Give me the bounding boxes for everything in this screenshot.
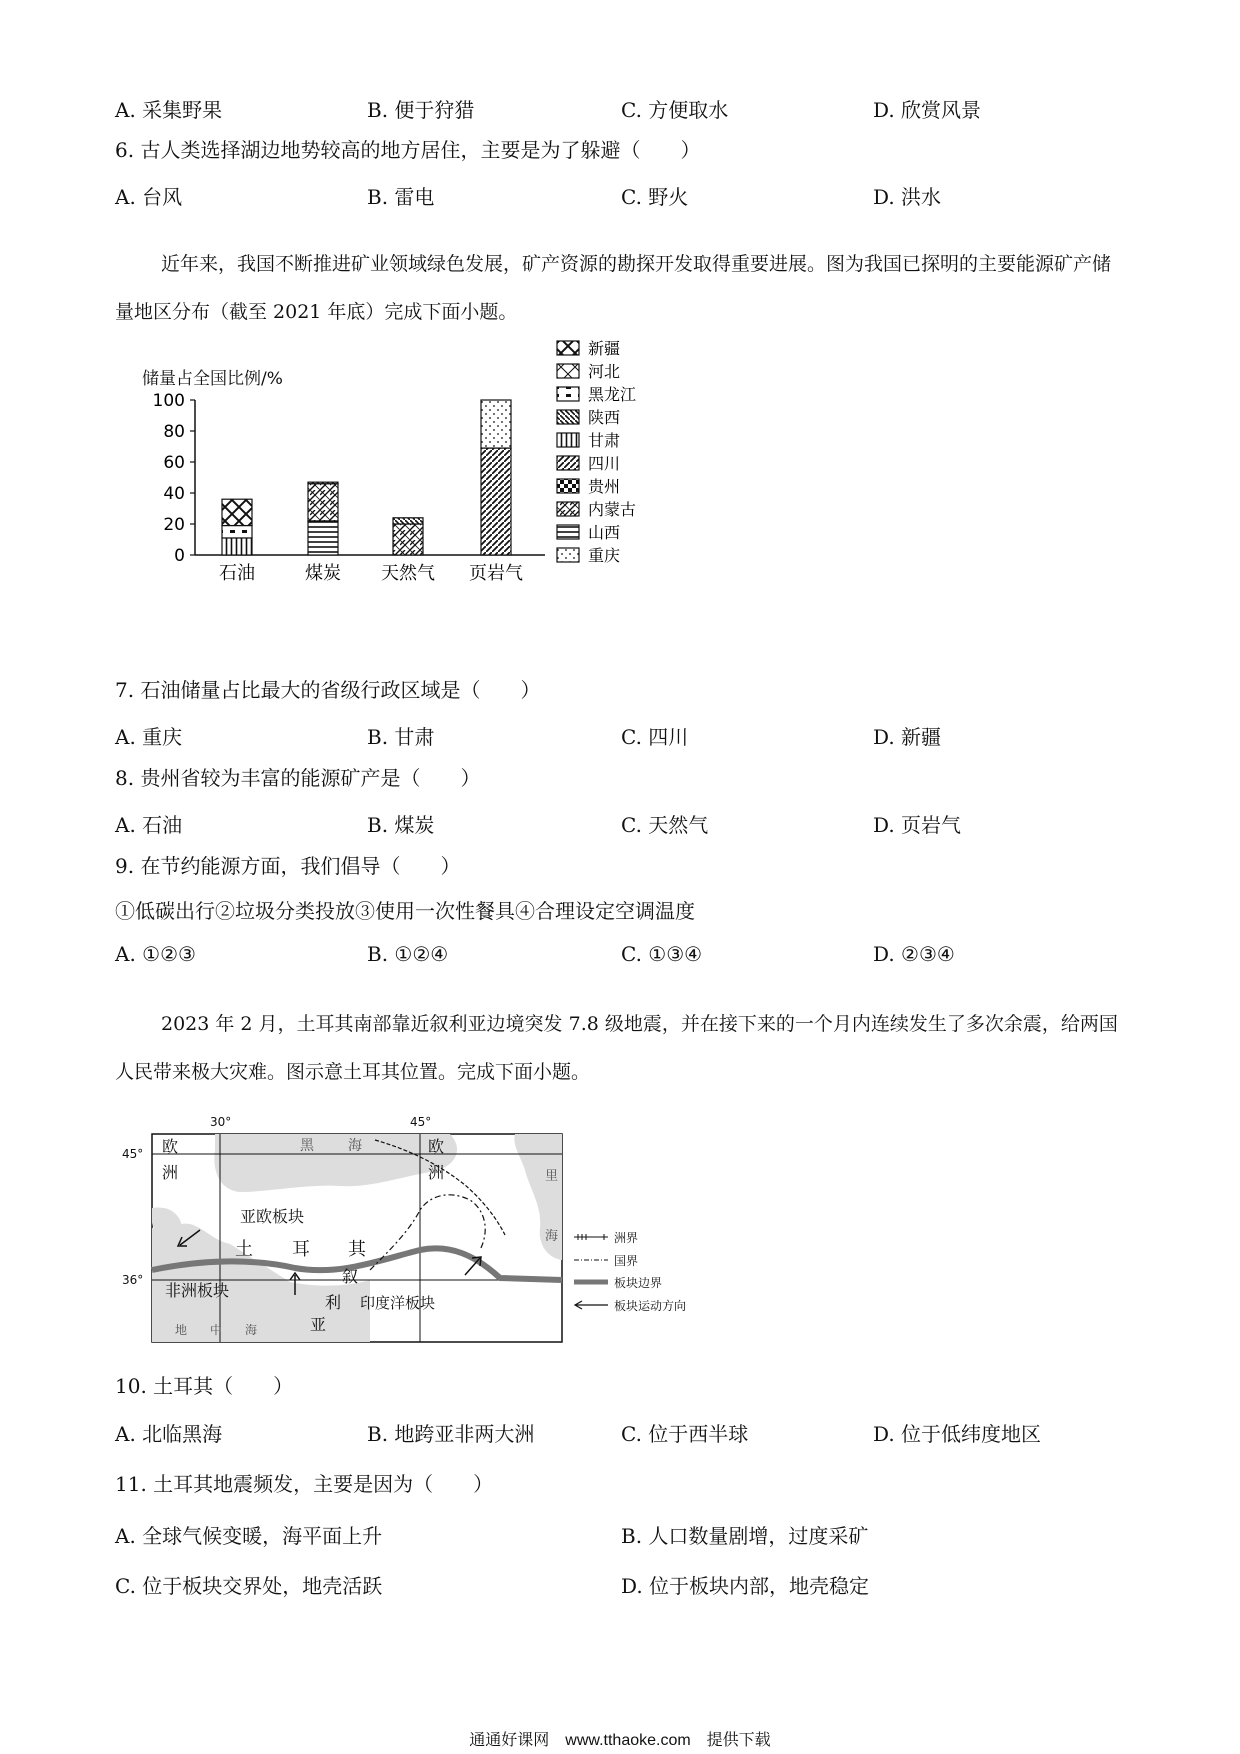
q11-option-c[interactable]: C. 位于板块交界处，地壳活跃 [115,1574,383,1598]
label-turkey-3: 其 [348,1239,366,1260]
q10-stem: 10. 土耳其（ ） [115,1374,294,1398]
bar-segment [222,538,252,555]
legend-label: 贵州 [588,477,621,496]
bar-segment [481,448,511,555]
legend-label: 甘肃 [588,431,621,450]
legend-label: 河北 [588,362,621,381]
q7-option-c[interactable]: C. 四川 [621,725,689,749]
legend-swatch [557,456,579,470]
bar-segment [393,518,423,524]
legend-label: 山西 [588,523,621,542]
q6-option-c[interactable]: C. 野火 [621,185,689,209]
label-med-1: 地 [175,1323,188,1337]
label-caspian-1: 里 [545,1169,559,1184]
y-tick-label: 40 [163,484,185,504]
legend-swatch [557,548,579,562]
map-legend-label: 洲界 [614,1231,639,1245]
q5-option-b[interactable]: B. 便于狩猎 [367,98,475,122]
turkey-location-map [120,1110,720,1360]
label-turkey-2: 耳 [292,1239,310,1260]
legend-swatch [557,364,579,378]
q8-option-c[interactable]: C. 天然气 [621,813,709,837]
legend-label: 重庆 [588,546,621,565]
q11-option-a[interactable]: A. 全球气候变暖，海平面上升 [115,1524,383,1548]
q11-stem: 11. 土耳其地震频发，主要是因为（ ） [115,1472,494,1496]
q9-stem: 9. 在节约能源方面，我们倡导（ ） [115,854,461,878]
map-legend [574,1231,686,1313]
q5-option-a[interactable]: A. 采集野果 [115,98,223,122]
map-legend-label: 板块运动方向 [614,1299,687,1313]
y-tick-label: 60 [163,453,185,473]
q6-option-d[interactable]: D. 洪水 [873,185,942,209]
q5-option-d[interactable]: D. 欣赏风景 [873,98,982,122]
label-med-2: 中 [210,1323,223,1337]
legend-swatch [557,410,579,424]
lon-label-30: 30° [210,1115,232,1129]
q10-options [115,1418,1135,1448]
label-syria-1: 叙 [342,1267,359,1286]
y-tick-label: 100 [152,391,185,411]
map-legend-label: 板块边界 [614,1276,663,1290]
q10-option-a[interactable]: A. 北临黑海 [115,1422,223,1446]
label-african-plate: 非洲板块 [165,1281,230,1300]
legend-swatch [557,525,579,539]
legend-label: 四川 [588,454,621,473]
label-eurasian-plate: 亚欧板块 [240,1207,305,1226]
q8-stem: 8. 贵州省较为丰富的能源矿产是（ ） [115,766,481,790]
lon-label-45: 45° [410,1115,432,1129]
label-black-sea-2: 海 [348,1138,362,1154]
y-tick-label: 80 [163,422,185,442]
bar-segment [308,484,338,521]
energy-reserves-chart [120,339,740,660]
label-europe-2a: 欧 [428,1137,445,1156]
q11-options-row2 [115,1570,1135,1600]
q10-option-c[interactable]: C. 位于西半球 [621,1422,749,1446]
label-caspian-2: 海 [545,1229,559,1244]
label-syria-2: 利 [325,1293,342,1312]
q6-option-a[interactable]: A. 台风 [115,185,183,209]
label-med-3: 海 [245,1323,258,1337]
q8-options [115,809,1135,839]
bar-segment [222,499,252,525]
q11-options-row1 [115,1520,1135,1550]
q9-option-b[interactable]: B. ①②④ [367,942,449,966]
q8-option-a[interactable]: A. 石油 [115,813,183,837]
legend-label: 黑龙江 [588,385,637,404]
map-legend-label: 国界 [614,1254,639,1268]
bar-segment [308,521,338,555]
label-black-sea-1: 黑 [300,1138,314,1154]
legend-swatch [557,387,579,401]
bar-segment [481,400,511,448]
q6-options [115,181,1135,211]
label-europe-2b: 洲 [428,1163,445,1182]
q8-option-b[interactable]: B. 煤炭 [367,813,435,837]
legend-label: 内蒙古 [588,500,637,519]
q9-list: ①低碳出行②垃圾分类投放③使用一次性餐具④合理设定空调温度 [115,899,695,923]
q6-stem: 6. 古人类选择湖边地势较高的地方居住，主要是为了躲避（ ） [115,138,701,162]
label-indian-plate: 印度洋板块 [360,1294,436,1312]
q10-option-d[interactable]: D. 位于低纬度地区 [873,1422,1042,1446]
q7-option-d[interactable]: D. 新疆 [873,725,942,749]
x-tick-label: 页岩气 [469,563,523,584]
label-turkey-1: 土 [235,1239,253,1260]
q11-option-d[interactable]: D. 位于板块内部，地壳稳定 [621,1574,870,1598]
passage-energy: 近年来，我国不断推进矿业领域绿色发展，矿产资源的勘探开发取得重要进展。图为我国已探明的主要能源矿产储量地区分布（截至 2021 年底）完成下面小题。 [115,253,1112,323]
y-tick-label: 0 [174,546,185,566]
label-europe-1b: 洲 [162,1163,179,1182]
lat-label-36: 36° [122,1273,144,1287]
q6-option-b[interactable]: B. 雷电 [367,185,435,209]
q5-option-c[interactable]: C. 方便取水 [621,98,729,122]
q5-options [115,94,1135,124]
q8-option-d[interactable]: D. 页岩气 [873,813,962,837]
lat-label-45: 45° [122,1147,144,1161]
q7-stem: 7. 石油储量占比最大的省级行政区域是（ ） [115,678,541,702]
legend-swatch [557,341,579,355]
q9-option-c[interactable]: C. ①③④ [621,942,703,966]
bar-segment [393,524,423,555]
q11-option-b[interactable]: B. 人口数量剧增，过度采矿 [621,1524,869,1548]
q10-option-b[interactable]: B. 地跨亚非两大洲 [367,1422,535,1446]
page-footer: 通通好课网 www.tthaoke.com 提供下载 [469,1732,771,1749]
legend-swatch [557,433,579,447]
y-tick-label: 20 [163,515,185,535]
legend-label: 陕西 [588,408,621,427]
x-tick-label: 天然气 [381,563,435,584]
bar-segment [222,526,252,538]
q9-option-a[interactable]: A. ①②③ [115,942,196,966]
x-tick-label: 石油 [219,563,255,584]
label-syria-3: 亚 [310,1315,327,1334]
bar-segment [308,482,338,484]
q9-options [115,942,1135,972]
q7-option-a[interactable]: A. 重庆 [115,725,183,749]
label-europe-1a: 欧 [162,1137,179,1156]
legend-label: 新疆 [588,339,621,358]
q7-option-b[interactable]: B. 甘肃 [367,725,435,749]
q9-option-d[interactable]: D. ②③④ [873,942,955,966]
legend-swatch [557,479,579,493]
legend-swatch [557,502,579,516]
y-axis-label: 储量占全国比例/% [142,369,283,389]
q7-options [115,721,1135,751]
x-tick-label: 煤炭 [305,563,341,584]
passage-turkey: 2023 年 2 月，土耳其南部靠近叙利亚边境突发 7.8 级地震，并在接下来的一个月内连续发生了多次余震，给两国人民带来极大灾难。图示意土耳其位置。完成下面小题。 [115,1013,1118,1083]
